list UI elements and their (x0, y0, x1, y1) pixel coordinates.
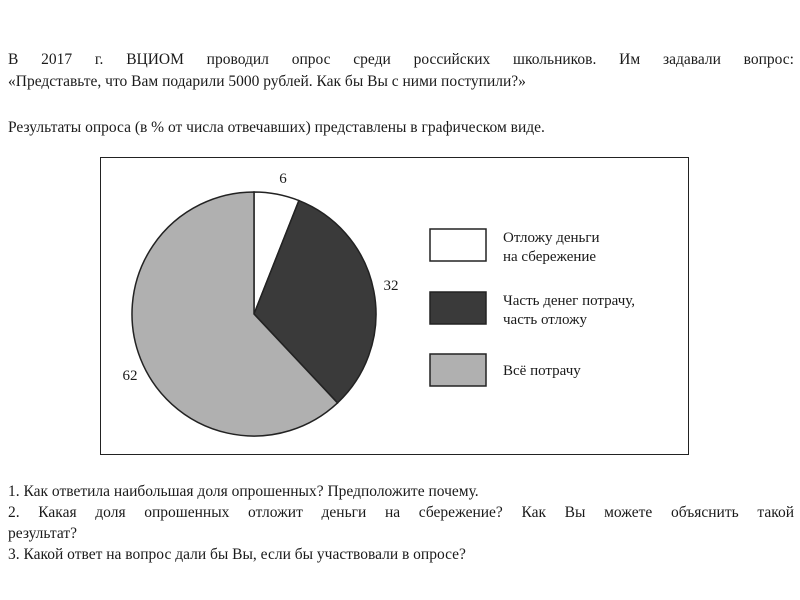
question-2-continued: результат? (8, 525, 77, 542)
legend-swatch-3 (430, 354, 486, 386)
legend-swatch-1 (430, 229, 486, 261)
slice-value-label-3: 62 (122, 368, 138, 384)
legend-label-3: Всё потрачу (503, 363, 581, 379)
legend-label-2: Часть денег потрачу, (503, 293, 636, 309)
intro-line-2: «Представьте, что Вам подарили 5000 рублей. Как бы Вы с ними поступили?» (8, 73, 526, 90)
question-2: 2. Какая доля опрошенных отложит деньги на сбережение? Как Вы можете объяснить такой (8, 504, 794, 521)
legend-label-2: часть отложу (503, 312, 587, 328)
slice-value-label-2: 32 (383, 278, 399, 294)
slice-value-label-1: 6 (279, 171, 287, 187)
question-3: 3. Какой ответ на вопрос дали бы Вы, если бы участвовали в опросе? (8, 546, 466, 563)
intro-line-3: Результаты опроса (в % от числа отвечавших) представлены в графическом виде. (8, 119, 545, 136)
legend-label-1: Отложу деньги (503, 230, 600, 246)
legend-swatch-2 (430, 292, 486, 324)
question-1: 1. Как ответила наибольшая доля опрошенных? Предположите почему. (8, 483, 479, 500)
intro-line-1: В 2017 г. ВЦИОМ проводил опрос среди российских школьников. Им задавали вопрос: (8, 51, 794, 68)
legend-label-1: на сбережение (503, 249, 597, 265)
